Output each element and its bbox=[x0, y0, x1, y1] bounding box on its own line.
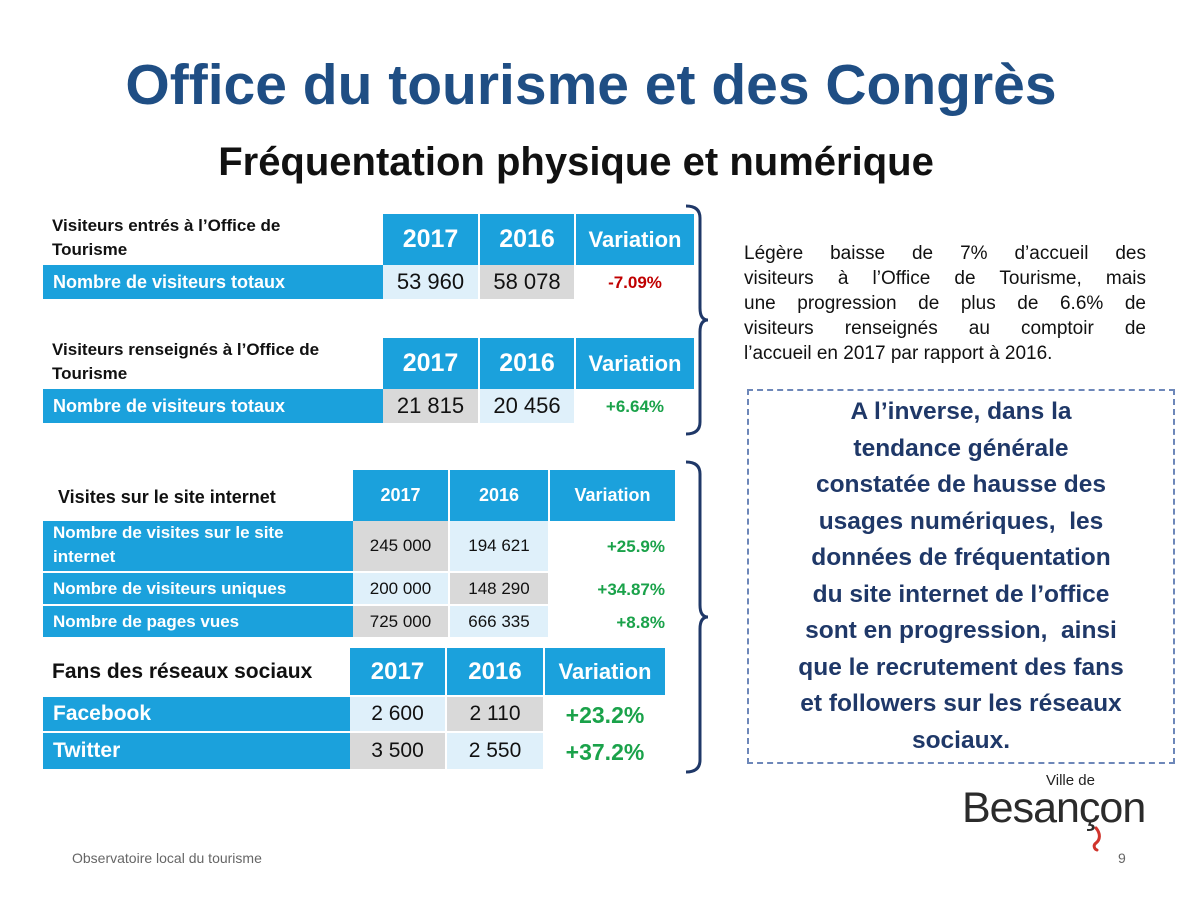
table4-header-2016: 2016 bbox=[447, 648, 545, 695]
table4-row2-2017: 3 500 bbox=[350, 733, 447, 771]
table4-row2-variation: +37.2% bbox=[565, 738, 645, 765]
table2-header-2017: 2017 bbox=[383, 338, 480, 389]
table1-row-label: Nombre de visiteurs totaux bbox=[43, 265, 383, 301]
highlight-line: constatée de hausse des bbox=[815, 471, 1107, 498]
table2-header-variation: Variation bbox=[576, 338, 694, 389]
table1-header-2016: 2016 bbox=[480, 214, 576, 265]
table1-caption-line2: Tourisme bbox=[52, 240, 128, 259]
table4-header-variation: Variation bbox=[545, 648, 665, 695]
table2-caption-line1: Visiteurs renseignés à l’Office de bbox=[52, 340, 320, 359]
table3-row2-2016: 148 290 bbox=[450, 573, 550, 606]
highlight-text bbox=[792, 394, 1129, 759]
table3-row3-2016: 666 335 bbox=[450, 606, 550, 639]
table3-row1-2016: 194 621 bbox=[450, 521, 550, 573]
table4-row2-label: Twitter bbox=[43, 733, 350, 771]
table4-row1-label: Facebook bbox=[43, 697, 350, 733]
table4-row2-2016: 2 550 bbox=[447, 733, 545, 771]
footer-text: Observatoire local du tourisme bbox=[72, 850, 262, 866]
slide-subtitle: Fréquentation physique et numérique bbox=[218, 140, 934, 184]
table3-row2-variation: +34.87% bbox=[597, 579, 665, 599]
table1-variation: -7.09% bbox=[608, 273, 662, 292]
table2-row-label: Nombre de visiteurs totaux bbox=[43, 389, 383, 425]
logo-ville-de: Ville de bbox=[1046, 772, 1095, 789]
summary-line: une progression de plus de 6.6% de bbox=[744, 293, 1146, 314]
summary-line: visiteurs à l’Office de Tourisme, mais bbox=[744, 268, 1146, 289]
table4-row1-2017: 2 600 bbox=[350, 697, 447, 733]
table2-value-2017: 21 815 bbox=[383, 389, 480, 425]
table3-header-2017: 2017 bbox=[353, 470, 450, 521]
summary-paragraph bbox=[744, 241, 1146, 366]
table4-row1-variation: +23.2% bbox=[565, 701, 645, 728]
table1-value-2016: 58 078 bbox=[480, 265, 576, 301]
summary-line: visiteurs renseignés au comptoir de bbox=[744, 318, 1146, 339]
table4-row1-2016: 2 110 bbox=[447, 697, 545, 733]
highlight-line: et followers sur les réseaux bbox=[800, 690, 1122, 717]
table4-header-2017: 2017 bbox=[350, 648, 447, 695]
table3-row3-variation: +8.8% bbox=[616, 612, 665, 632]
table3-row1-label-line1: Nombre de visites sur le site bbox=[53, 523, 284, 542]
highlight-line: que le recrutement des fans bbox=[798, 653, 1124, 681]
logo-cedilla-mark bbox=[1089, 826, 1103, 852]
table3-row1-variation: +25.9% bbox=[606, 537, 665, 556]
highlight-line: sociaux. bbox=[911, 726, 1011, 754]
table1-header-variation: Variation bbox=[576, 214, 694, 265]
highlight-line: tendance générale bbox=[853, 434, 1069, 462]
table3-header-2016: 2016 bbox=[450, 470, 550, 521]
highlight-line: sont en progression, ainsi bbox=[805, 617, 1117, 644]
table3-row2-2017: 200 000 bbox=[353, 573, 450, 606]
table2-caption bbox=[52, 338, 319, 386]
table2-variation: +6.64% bbox=[605, 397, 665, 416]
table1-caption bbox=[52, 214, 280, 262]
table3-row3-label: Nombre de pages vues bbox=[43, 606, 353, 639]
summary-line: l’accueil en 2017 par rapport à 2016. bbox=[744, 343, 1053, 364]
table1-caption-line1: Visiteurs entrés à l’Office de bbox=[52, 216, 281, 235]
table3-row1-2017: 245 000 bbox=[353, 521, 450, 573]
table3-caption: Visites sur le site internet bbox=[58, 487, 276, 507]
table2-caption-line2: Tourisme bbox=[52, 364, 128, 383]
table3-row2-label: Nombre de visiteurs uniques bbox=[43, 573, 353, 606]
highlight-line: données de fréquentation bbox=[811, 544, 1111, 571]
highlight-box bbox=[747, 389, 1175, 764]
slide-title: Office du tourisme et des Congrès bbox=[125, 53, 1057, 117]
highlight-line: du site internet de l’office bbox=[812, 580, 1110, 608]
highlight-line: A l’inverse, dans la bbox=[850, 398, 1072, 425]
table3-row1-label-line2: internet bbox=[53, 547, 116, 566]
table3-header-variation: Variation bbox=[550, 470, 675, 521]
table3-row-label bbox=[43, 521, 353, 573]
table2-value-2016: 20 456 bbox=[480, 389, 576, 425]
page-number: 9 bbox=[1118, 850, 1126, 866]
table2-header-2016: 2016 bbox=[480, 338, 576, 389]
table3-row3-2017: 725 000 bbox=[353, 606, 450, 639]
highlight-line: usages numériques, les bbox=[818, 507, 1104, 535]
summary-line: Légère baisse de 7% d’accueil des bbox=[744, 243, 1146, 264]
table1-header-2017: 2017 bbox=[383, 214, 480, 265]
table1-value-2017: 53 960 bbox=[383, 265, 480, 301]
table4-caption: Fans des réseaux sociaux bbox=[52, 660, 313, 683]
bracket-top bbox=[680, 204, 710, 436]
bracket-bottom bbox=[680, 460, 710, 774]
logo-besancon: Besançon bbox=[962, 784, 1146, 832]
